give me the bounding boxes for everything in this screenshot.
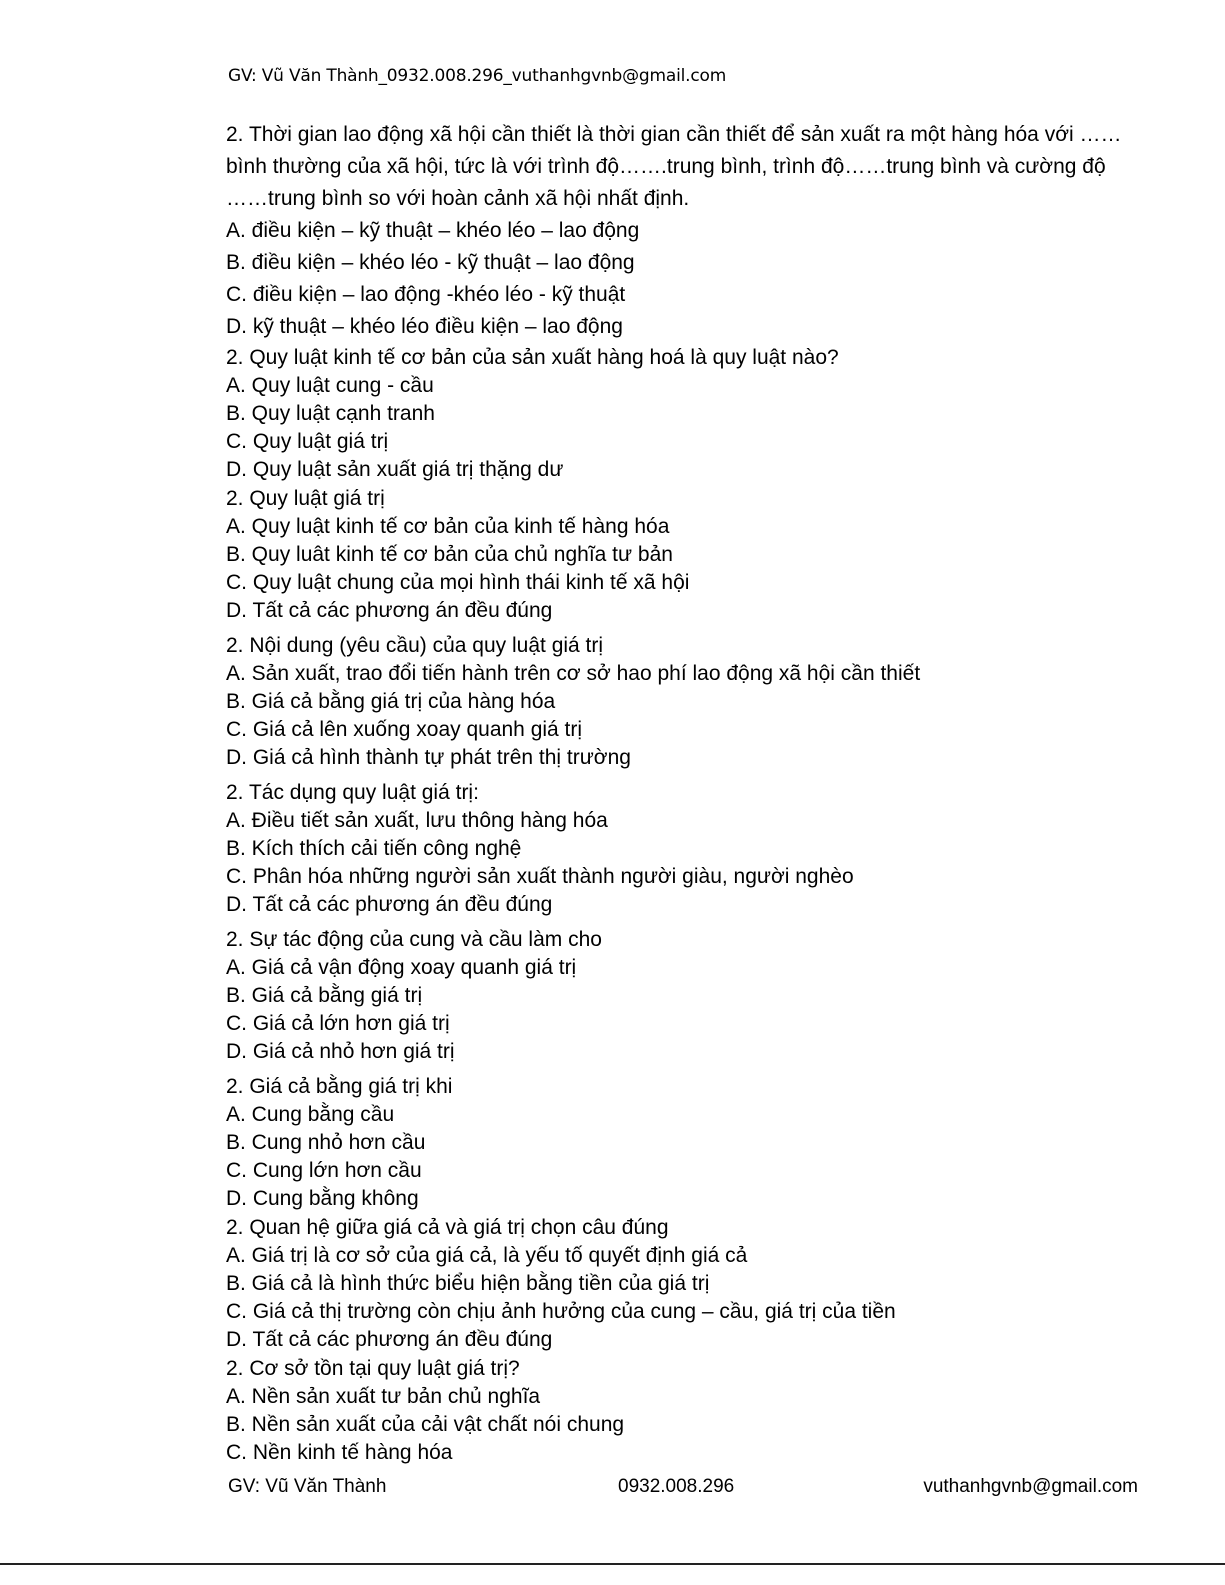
option-a: A. Cung bằng cầu [226, 1103, 395, 1126]
question-stem: 2. Quy luật giá trị [226, 487, 385, 510]
option-d: D. Tất cả các phương án đều đúng [226, 599, 553, 622]
question-9 [226, 1354, 1146, 1467]
option-a: A. Giá trị là cơ sở của giá cả, là yếu tố quyết định giá cả [226, 1244, 748, 1267]
question-list [226, 119, 1146, 1467]
question-3 [226, 484, 1146, 625]
question-5 [226, 778, 1146, 919]
question-stem: 2. Quan hệ giữa giá cả và giá trị chọn câu đúng [226, 1216, 669, 1239]
question-stem: 2. Giá cả bằng giá trị khi [226, 1075, 453, 1098]
option-a: A. Quy luật cung - cầu [226, 374, 434, 397]
option-c: C. Quy luật chung của mọi hình thái kinh tế xã hội [226, 571, 690, 594]
question-stem: 2. Cơ sở tồn tại quy luật giá trị? [226, 1357, 520, 1380]
option-b: B. Nền sản xuất của cải vật chất nói chung [226, 1413, 625, 1436]
question-stem: 2. Thời gian lao động xã hội cần thiết là thời gian cần thiết để sản xuất ra một hàng hóa với …… bình thường của xã hội, tức là với trình độ…….trung bình, trình độ……trung bình và cường độ ……trung bình so với hoàn cảnh xã hội nhất định. [226, 123, 1122, 210]
option-d: D. kỹ thuật – khéo léo điều kiện – lao động [226, 315, 623, 338]
footer-email: vuthanhgvnb@gmail.com [923, 1476, 1138, 1497]
option-c: C. Giá cả lên xuống xoay quanh giá trị [226, 718, 583, 741]
question-8 [226, 1213, 1146, 1354]
question-7 [226, 1072, 1146, 1213]
option-d: D. Tất cả các phương án đều đúng [226, 893, 553, 916]
bottom-rule [0, 1563, 1225, 1565]
option-d: D. Giá cả nhỏ hơn giá trị [226, 1040, 455, 1063]
option-a: A. Điều tiết sản xuất, lưu thông hàng hóa [226, 809, 608, 832]
option-a: A. Quy luật kinh tế cơ bản của kinh tế hàng hóa [226, 515, 670, 538]
option-a: A. Sản xuất, trao đổi tiến hành trên cơ sở hao phí lao động xã hội cần thiết [226, 662, 921, 685]
option-a: A. Giá cả vận động xoay quanh giá trị [226, 956, 577, 979]
option-c: C. Phân hóa những người sản xuất thành người giàu, người nghèo [226, 865, 854, 888]
option-c: C. Giá cả lớn hơn giá trị [226, 1012, 450, 1035]
footer-name: GV: Vũ Văn Thành [228, 1476, 387, 1497]
question-stem: 2. Nội dung (yêu cầu) của quy luật giá trị [226, 634, 604, 657]
question-stem: 2. Quy luật kinh tế cơ bản của sản xuất hàng hoá là quy luật nào? [226, 346, 839, 369]
option-c: C. Cung lớn hơn cầu [226, 1159, 422, 1182]
footer-phone: 0932.008.296 [618, 1476, 735, 1497]
option-b: B. Cung nhỏ hơn cầu [226, 1131, 426, 1154]
question-4 [226, 631, 1146, 772]
option-c: C. điều kiện – lao động -khéo léo - kỹ thuật [226, 283, 626, 306]
option-b: B. Giá cả là hình thức biểu hiện bằng tiền của giá trị [226, 1272, 710, 1295]
question-stem: 2. Sự tác động của cung và cầu làm cho [226, 928, 602, 951]
option-c: C. Nền kinh tế hàng hóa [226, 1441, 453, 1464]
option-c: C. Quy luật giá trị [226, 430, 389, 453]
option-b: B. Kích thích cải tiến công nghệ [226, 837, 522, 860]
option-b: B. Giá cả bằng giá trị của hàng hóa [226, 690, 556, 713]
question-1 [226, 119, 1146, 343]
option-d: D. Cung bằng không [226, 1187, 419, 1210]
question-2 [226, 343, 1146, 484]
question-6 [226, 925, 1146, 1066]
option-b: B. Giá cả bằng giá trị [226, 984, 423, 1007]
option-d: D. Quy luật sản xuất giá trị thặng dư [226, 458, 564, 481]
option-a: A. Nền sản xuất tư bản chủ nghĩa [226, 1385, 541, 1408]
option-b: B. Quy luât kinh tế cơ bản của chủ nghĩa tư bản [226, 543, 673, 566]
option-d: D. Giá cả hình thành tự phát trên thị trường [226, 746, 631, 769]
option-a: A. điều kiện – kỹ thuật – khéo léo – lao động [226, 219, 640, 242]
option-b: B. điều kiện – khéo léo - kỹ thuật – lao động [226, 251, 635, 274]
option-c: C. Giá cả thị trường còn chịu ảnh hưởng của cung – cầu, giá trị của tiền [226, 1300, 896, 1323]
option-b: B. Quy luật cạnh tranh [226, 402, 435, 425]
option-d: D. Tất cả các phương án đều đúng [226, 1328, 553, 1351]
page-header: GV: Vũ Văn Thành_0932.008.296_vuthanhgvnb@gmail.com [228, 66, 727, 86]
question-stem: 2. Tác dụng quy luật giá trị: [226, 781, 479, 804]
